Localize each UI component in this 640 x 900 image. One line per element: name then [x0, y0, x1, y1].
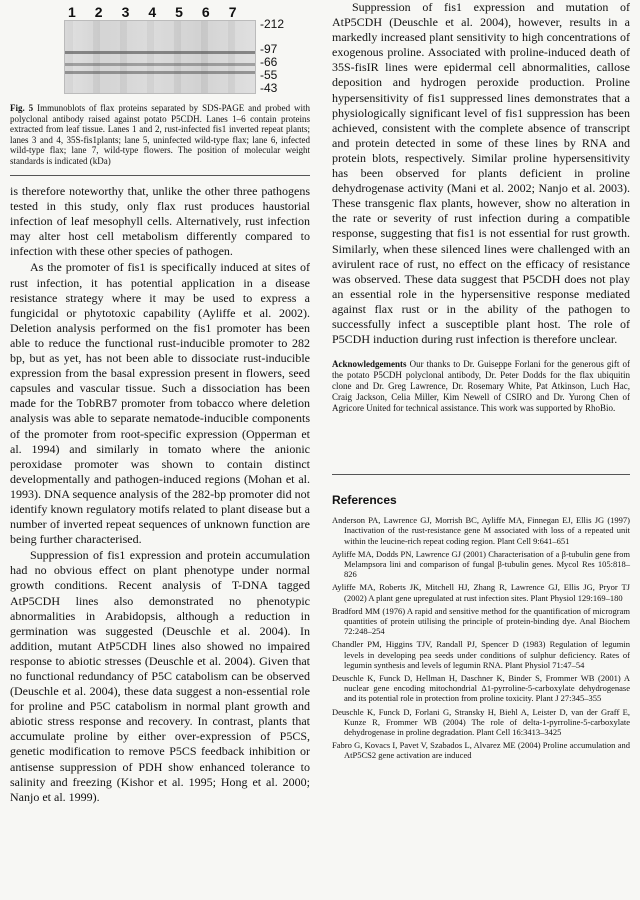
lane-6	[208, 21, 228, 93]
ack-label: Acknowledgements	[332, 359, 407, 370]
left-column	[10, 0, 310, 805]
marker-66: -66	[260, 55, 278, 69]
paragraph: is therefore noteworthy that, unlike the other three pathogens tested in this study, only flax rust produces haustorial infection of leaf mesophyll cells. Alternatively, rust infection may alter host cell metabolism differently compared to infection with these other species of pathogen.	[10, 184, 310, 259]
paragraph: Suppression of fis1 expression and mutation of AtP5CDH (Deuschle et al. 2004), however, results in a markedly increased plant sensitivity to high concentrations of exogenous proline. Associated with proline-induced death of 35S-fisIR lines were epidermal cell abnormalities, callose deposition and hydrogen peroxide production. Proline hypersensitivity of fis1 suppressed lines demonstrates that a physiologically significant level of fis1 suppression has been achieved, consistent with the complete absence of transcript and protein detected in some of these lines by RNA and protein blots, respectively. Similar proline hypersensitivity has been observed for plants deficient in proline dehydrogenase activity (Mani et al. 2002; Nanjo et al. 2003). These transgenic flax plants, however, show no alteration in the rate or severity of rust infection during a compatible response, suggesting that fis1 is not essential for rust growth. Similarly, when these silenced lines were challenged with an avirulent race of rust, no effect on the efficacy of resistance was observed. These data suggest that P5CDH does not play an essential role in the hypersensitive response mediated against flax rust or in the ability of the pathogen to successfully infect a susceptible plant host. The role of P5CDH induction during rust infection is therefore unclear.	[332, 0, 630, 347]
marker-55: -55	[260, 68, 278, 82]
lane-2	[100, 21, 120, 93]
caption-rule	[10, 175, 310, 176]
caption-label: Fig. 5	[10, 103, 34, 113]
immunoblot-image	[64, 20, 256, 94]
acknowledgements	[332, 359, 630, 414]
marker-212: -212	[260, 17, 285, 31]
reference-item: Ayliffe MA, Dodds PN, Lawrence GJ (2001) Characterisation of a β-tubulin gene from Melampsora lini and comparison of fungal β-tubulin genes. Mycol Res 105:818–826	[332, 548, 630, 580]
figure-caption	[10, 103, 310, 166]
lane-1	[73, 21, 93, 93]
reference-item: Anderson PA, Lawrence GJ, Morrish BC, Ayliffe MA, Finnegan EJ, Ellis JG (1997) Inactivation of the rust-resistance gene M associated with loss of a repeated unit within the leucine-rich repeat coding region. Plant Cell 9:641–651	[332, 515, 630, 546]
right-column	[332, 0, 630, 764]
lane-7	[235, 21, 255, 93]
marker-43: -43	[260, 81, 278, 95]
paragraph: As the promoter of fis1 is specifically induced at sites of rust infection, it has potential application in a disease resistance strategy where it may be used to express a fungicidal or phytotoxic capability (Ayliffe et al. 2002). Deletion analysis performed on the fis1 promoter has been able to reduce the functional rust-inducible promoter to 282 bp, but as yet, has not been able to dissociate rust-inducible expression from the basal expression present in flowers, seed capsules and vascular tissue. Such a dissociation has been made for the TobRB7 promoter from tobacco where deletion analysis was able to separate nematode-inducible components of the promoter from root-specific expression (Opperman et al. 1994) and similarly in tomato where the anionic peroxidase promoter was shown to contain distinct developmentally and pathogen-induced regions (Mohan et al. 1993). DNA sequence analysis of the 282-bp promoter did not identify known regulatory motifs related to plant disease but a number of inverted repeat sequences of unknown function are being further characterised.	[10, 260, 310, 547]
left-body-text	[10, 184, 310, 805]
lane-numbers: 1234567	[68, 4, 256, 20]
paragraph: Suppression of fis1 expression and protein accumulation had no obvious effect on plant phenotype under normal growth conditions. Recent analysis of T-DNA tagged AtP5CDH lines also demonstrated no phenotypic abnormalities in Arabidopsis, although a reduction in germination was suggested (Deuschle et al. 2004). In addition, mutant AtP5CDH lines also showed no impaired response to abiotic stresses (Deuschle et al. 2004). Given that no functional redundancy of P5C catabolism can be observed (Deuschle et al. 2004), these data suggest a non-essential role for proline and P5C catabolism in normal plant growth and abiotic stress response and recovery. In contrast, plants that accumulate proline by either over-expression of P5CS, genetic modification to remove P5CS feedback inhibition or antisense suppression of PDH show enhanced tolerance to salinity and freezing (Kishor et al. 1995; Hong et al. 2000; Nanjo et al. 1999).	[10, 548, 310, 804]
caption-text: Immunoblots of flax proteins separated by SDS-PAGE and probed with polyclonal antibody raised against potato P5CDH. Lanes 1–6 contain proteins extracted from leaf tissue. Lanes 1 and 2, rust-infected fis1 inverted repeat plants; lanes 3 and 4, 35S-fis1plants; lane 5, uninfected wild-type flax; lane 6, infected wild-type flax; lane 7, wild-type flowers. The position of molecular weight standards is indicated (kDa)	[10, 103, 310, 166]
reference-item: Chandler PM, Higgins TJV, Randall PJ, Spencer D (1983) Regulation of legumin levels in developing pea seeds under conditions of sulphur deficiency. Rates of legumin synthesis and levels of legumin RNA. Plant Physiol 71:47–54	[332, 639, 630, 670]
marker-97: -97	[260, 42, 278, 56]
molecular-weight-markers	[260, 18, 284, 95]
blot-band	[65, 51, 255, 54]
reference-item: Fabro G, Kovacs I, Pavet V, Szabados L, Alvarez ME (2004) Proline accumulation and AtP5CS2 gene activation are induced	[332, 740, 630, 761]
blot-band	[65, 71, 255, 74]
blot-band	[65, 63, 255, 66]
reference-item: Deuschle K, Funck D, Hellman H, Daschner K, Binder S, Frommer WB (2001) A nuclear gene encoding mitochondrial Δ1-pyrroline-5-carboxylate dehydrogenase and its potential role in protection from proline toxicity. Plant J 27:345–355	[332, 673, 630, 704]
references-heading: References	[332, 474, 630, 507]
immunoblot-figure	[10, 0, 310, 96]
lane-3	[127, 21, 147, 93]
references-list	[332, 515, 630, 760]
reference-item: Bradford MM (1976) A rapid and sensitive method for the quantification of microgram quantities of protein utilising the principle of protein-binding dye. Anal Biochem 72:248–254	[332, 605, 630, 637]
lane-5	[181, 21, 201, 93]
ack-text: Our thanks to Dr. Guiseppe Forlani for the generous gift of the potato P5CDH polyclonal antibody, Dr. Peter Dodds for the flax ubiquitin clone and Dr. Greg Lawrence, Dr. Rosemary White, Pat Atkinson, Luch Hac, Craig Jackson, Celia Miller, Kim Newell of CSIRO and Dr. Yurong Chen of Agricore United for technical assistance. This work was supported by RhoBio.	[332, 359, 630, 414]
lane-4	[154, 21, 174, 93]
reference-item: Ayliffe MA, Roberts JK, Mitchell HJ, Zhang R, Lawrence GJ, Ellis JG, Pryor TJ (2002) A plant gene upregulated at rust infection sites. Plant Physiol 129:169–180	[332, 582, 630, 603]
reference-item: Deuschle K, Funck D, Forlani G, Stransky H, Biehl A, Leister D, van der Graff E, Kunze R, Frommer WB (2004) The role of delta-1-pyrroline-5-carboxylate dehydrogenase in proline degradation. Plant Cell 16:3413–3425	[332, 706, 630, 738]
